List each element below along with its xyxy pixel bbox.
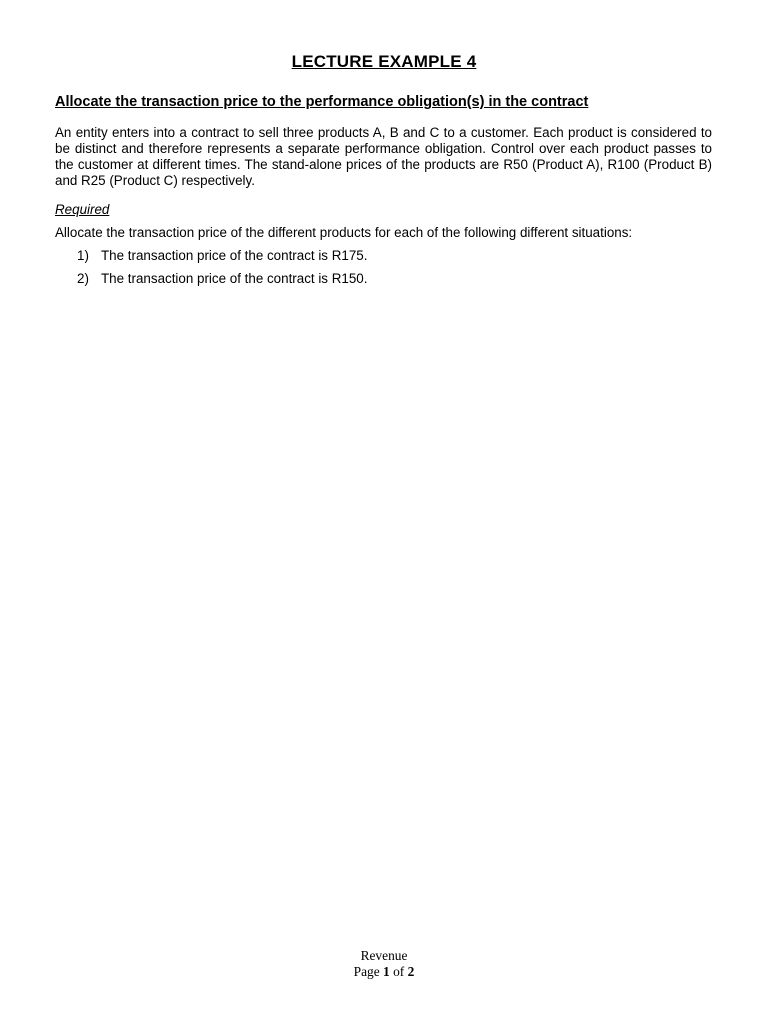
intro-paragraph: An entity enters into a contract to sell three products A, B and C to a customer. Each product is considered to be distinct and therefore represents a separate performance obligation. Control over each product passes to the customer at different times. The stand-alone prices of the products are R50 (Product A), R100 (Product B) and R25 (Product C) respectively. [55, 125, 712, 188]
list-item-text: The transaction price of the contract is R150. [101, 271, 368, 286]
list-item-number: 2) [77, 271, 89, 286]
section-heading: Allocate the transaction price to the performance obligation(s) in the contract [55, 94, 589, 110]
page-number [0, 964, 768, 980]
list-item-text: The transaction price of the contract is R175. [101, 248, 368, 263]
page-footer [0, 948, 768, 980]
required-heading: Required [55, 202, 110, 217]
list-item-number: 1) [77, 248, 89, 263]
footer-section-name: Revenue [360, 948, 408, 963]
page-word: Page [353, 964, 380, 979]
list-item [77, 248, 367, 271]
instruction-text: Allocate the transaction price of the different products for each of the following different situations: [55, 225, 633, 240]
list-item [77, 271, 367, 294]
page-current: 1 [383, 964, 390, 979]
of-word: of [393, 964, 405, 979]
page-total: 2 [407, 964, 415, 979]
document-title: LECTURE EXAMPLE 4 [291, 52, 477, 71]
situations-list [77, 248, 367, 294]
